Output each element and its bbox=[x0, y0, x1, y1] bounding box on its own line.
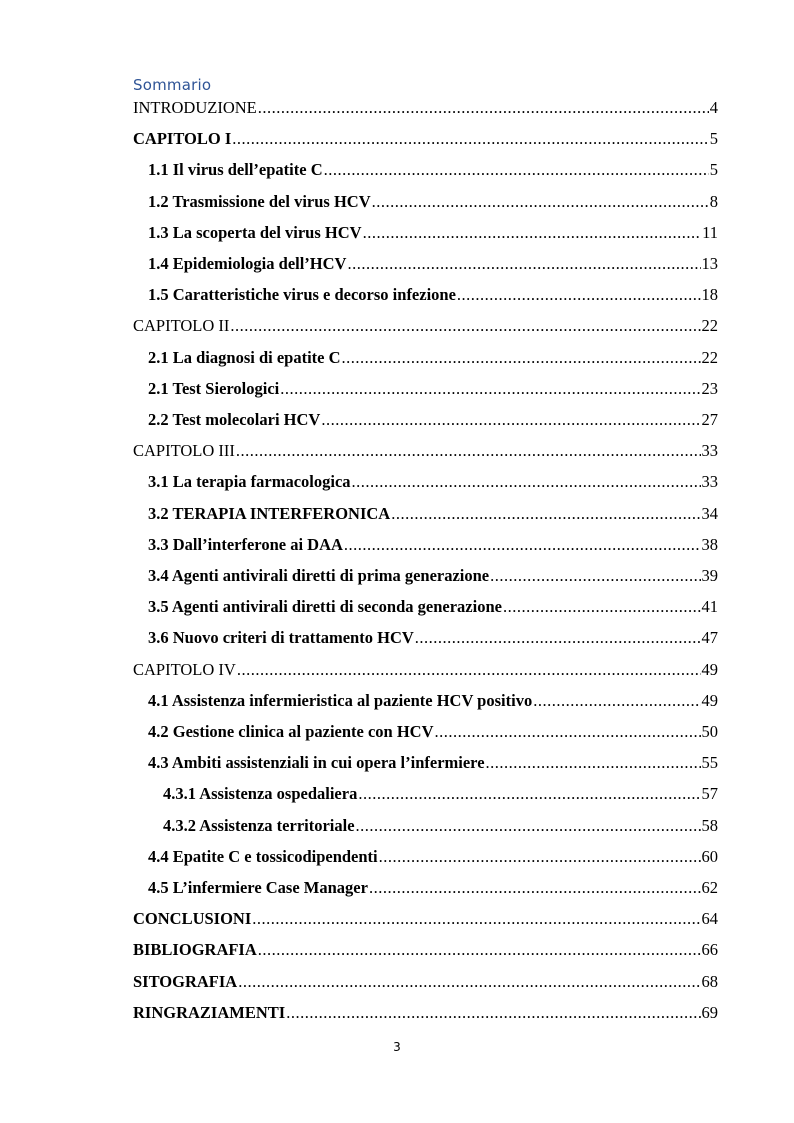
toc-leader-dots bbox=[363, 223, 702, 243]
toc-entry-3-4[interactable] bbox=[148, 566, 718, 590]
toc-entry-title: 4.5 L’infermiere Case Manager bbox=[148, 878, 368, 897]
toc-entry-title: 1.5 Caratteristiche virus e decorso infezione bbox=[148, 285, 456, 305]
toc-entry-page: 23 bbox=[701, 378, 718, 398]
toc-entry-page: 49 bbox=[701, 690, 718, 710]
toc-entry-2-1-test[interactable] bbox=[148, 379, 718, 403]
toc-leader-dots bbox=[324, 160, 709, 180]
toc-leader-dots bbox=[352, 472, 701, 492]
toc-entry-page: 69 bbox=[701, 1002, 718, 1022]
toc-entry-page: 57 bbox=[701, 784, 718, 804]
toc-entry-title: 1.4 Epidemiologia dell’HCV bbox=[148, 254, 347, 273]
toc-leader-dots bbox=[236, 441, 701, 461]
toc-entry-page: 49 bbox=[701, 659, 718, 679]
toc-entry-page: 18 bbox=[701, 285, 718, 305]
toc-entry-title: 3.3 Dall’interferone ai DAA bbox=[148, 534, 343, 554]
toc-entry-title: 4.3.1 Assistenza ospedaliera bbox=[163, 784, 358, 804]
toc-entry-4-4[interactable] bbox=[148, 847, 718, 871]
toc-entry-title: INTRODUZIONE bbox=[133, 98, 257, 117]
toc-leader-dots bbox=[238, 972, 700, 992]
toc-entry-title: 2.1 Test Sierologici bbox=[148, 378, 280, 398]
toc-entry-title: 1.1 Il virus dell’epatite C bbox=[148, 160, 323, 180]
toc-leader-dots bbox=[347, 254, 700, 274]
toc-entry-page: 34 bbox=[701, 503, 718, 523]
toc-entry-title: 3.2 TERAPIA INTERFERONICA bbox=[148, 503, 391, 523]
toc-leader-dots bbox=[280, 379, 700, 399]
toc-entry-page: 50 bbox=[701, 722, 718, 741]
toc-entry-1-3[interactable] bbox=[148, 223, 718, 247]
toc-leader-dots bbox=[344, 535, 701, 555]
toc-entry-page: 5 bbox=[709, 160, 718, 180]
toc-entry-page: 64 bbox=[701, 909, 718, 929]
toc-entry-title: 4.2 Gestione clinica al paziente con HCV bbox=[148, 722, 434, 741]
toc-leader-dots bbox=[358, 784, 700, 804]
toc-leader-dots bbox=[486, 753, 701, 773]
toc-entry-4-5[interactable] bbox=[148, 878, 718, 902]
toc-entry-page: 33 bbox=[701, 472, 718, 492]
toc-leader-dots bbox=[391, 504, 700, 524]
toc-leader-dots bbox=[237, 660, 701, 680]
toc-entry-4-2[interactable] bbox=[148, 722, 718, 746]
toc-leader-dots bbox=[342, 348, 701, 368]
toc-entry-3-6[interactable] bbox=[148, 628, 718, 652]
toc-entry-title: 3.5 Agenti antivirali diretti di seconda generazione bbox=[148, 597, 502, 617]
toc-entry-3-5[interactable] bbox=[148, 597, 718, 621]
toc-entry-title: CAPITOLO III bbox=[133, 441, 235, 461]
toc-entry-page: 27 bbox=[701, 410, 718, 429]
toc-leader-dots bbox=[230, 316, 700, 336]
toc-entry-1-2[interactable] bbox=[148, 192, 718, 216]
toc-entry-title: CONCLUSIONI bbox=[133, 909, 252, 929]
toc-entry-4-3-1[interactable] bbox=[163, 784, 718, 808]
toc-leader-dots bbox=[286, 1003, 700, 1023]
toc-entry-page: 62 bbox=[701, 878, 718, 897]
toc-leader-dots bbox=[232, 129, 708, 149]
page-number: 3 bbox=[393, 1040, 401, 1054]
toc-entry-bibliografia[interactable] bbox=[133, 940, 718, 964]
toc-leader-dots bbox=[503, 597, 701, 617]
toc-entry-title: BIBLIOGRAFIA bbox=[133, 940, 257, 960]
toc-entry-1-4[interactable] bbox=[148, 254, 718, 278]
toc-leader-dots bbox=[435, 722, 701, 742]
toc-leader-dots bbox=[369, 878, 701, 898]
toc-entry-4-3[interactable] bbox=[148, 753, 718, 777]
toc-entry-2-1[interactable] bbox=[148, 348, 718, 372]
toc-entry-capitolo-2[interactable] bbox=[133, 316, 718, 340]
toc-entry-page: 13 bbox=[701, 254, 718, 273]
toc-entry-page: 55 bbox=[701, 753, 718, 773]
toc-entry-3-3[interactable] bbox=[148, 535, 718, 559]
toc-entry-title: SITOGRAFIA bbox=[133, 971, 238, 991]
toc-entry-3-1[interactable] bbox=[148, 472, 718, 496]
toc-leader-dots bbox=[252, 909, 700, 929]
toc-entry-page: 11 bbox=[702, 222, 718, 242]
toc-leader-dots bbox=[379, 847, 701, 867]
toc-entry-page: 4 bbox=[709, 98, 718, 117]
toc-entry-title: RINGRAZIAMENTI bbox=[133, 1002, 286, 1022]
toc-leader-dots bbox=[415, 628, 701, 648]
toc-entry-title: 2.1 La diagnosi di epatite C bbox=[148, 347, 341, 367]
toc-leader-dots bbox=[533, 691, 700, 711]
toc-leader-dots bbox=[490, 566, 700, 586]
toc-entry-4-1[interactable] bbox=[148, 691, 718, 715]
toc-entry-title: CAPITOLO IV bbox=[133, 659, 236, 679]
toc-entry-page: 38 bbox=[701, 534, 718, 554]
toc-entry-title: 3.6 Nuovo criteri di trattamento HCV bbox=[148, 628, 414, 648]
toc-leader-dots bbox=[321, 410, 700, 430]
toc-entry-page: 5 bbox=[709, 129, 718, 149]
toc-entry-4-3-2[interactable] bbox=[163, 816, 718, 840]
toc-entry-page: 41 bbox=[701, 597, 718, 617]
toc-entry-sitografia[interactable] bbox=[133, 972, 718, 996]
toc-entry-capitolo-3[interactable] bbox=[133, 441, 718, 465]
toc-entry-introduzione[interactable] bbox=[133, 98, 718, 122]
toc-entry-title: 2.2 Test molecolari HCV bbox=[148, 410, 321, 429]
toc-entry-page: 47 bbox=[701, 628, 718, 648]
toc-entry-1-5[interactable] bbox=[148, 285, 718, 309]
toc-entry-page: 22 bbox=[701, 347, 718, 367]
toc-leader-dots bbox=[372, 192, 709, 212]
toc-entry-title: 4.4 Epatite C e tossicodipendenti bbox=[148, 846, 378, 866]
toc-entry-page: 33 bbox=[701, 441, 718, 461]
toc-entry-page: 22 bbox=[701, 316, 718, 336]
toc-entry-title: 3.1 La terapia farmacologica bbox=[148, 472, 351, 492]
toc-entry-title: CAPITOLO I bbox=[133, 129, 232, 149]
toc-leader-dots bbox=[356, 816, 701, 836]
toc-leader-dots bbox=[258, 940, 701, 960]
toc-entry-title: 4.3 Ambiti assistenziali in cui opera l’infermiere bbox=[148, 753, 485, 773]
toc-entry-title: 4.3.2 Assistenza territoriale bbox=[163, 815, 355, 835]
toc-entry-page: 66 bbox=[701, 940, 718, 960]
toc-entry-2-2[interactable] bbox=[148, 410, 718, 434]
toc-entry-title: CAPITOLO II bbox=[133, 316, 230, 336]
toc-entry-1-1[interactable] bbox=[148, 160, 718, 184]
toc-leader-dots bbox=[457, 285, 701, 305]
toc-entry-title: 1.2 Trasmissione del virus HCV bbox=[148, 191, 371, 211]
toc-entry-page: 60 bbox=[701, 846, 718, 866]
toc-entry-page: 68 bbox=[701, 971, 718, 991]
toc-entry-capitolo-4[interactable] bbox=[133, 660, 718, 684]
toc-entry-page: 58 bbox=[701, 815, 718, 835]
toc-entry-conclusioni[interactable] bbox=[133, 909, 718, 933]
toc-entry-title: 1.3 La scoperta del virus HCV bbox=[148, 222, 362, 242]
toc-entry-capitolo-1[interactable] bbox=[133, 129, 718, 153]
toc-heading: Sommario bbox=[133, 76, 212, 94]
toc-entry-title: 4.1 Assistenza infermieristica al paziente HCV positivo bbox=[148, 690, 533, 710]
toc-entry-title: 3.4 Agenti antivirali diretti di prima generazione bbox=[148, 566, 490, 585]
toc-entry-page: 39 bbox=[701, 566, 718, 585]
toc-entry-page: 8 bbox=[709, 191, 718, 211]
toc-entry-ringraziamenti[interactable] bbox=[133, 1003, 718, 1027]
toc-entry-3-2[interactable] bbox=[148, 504, 718, 528]
toc-leader-dots bbox=[258, 98, 709, 118]
